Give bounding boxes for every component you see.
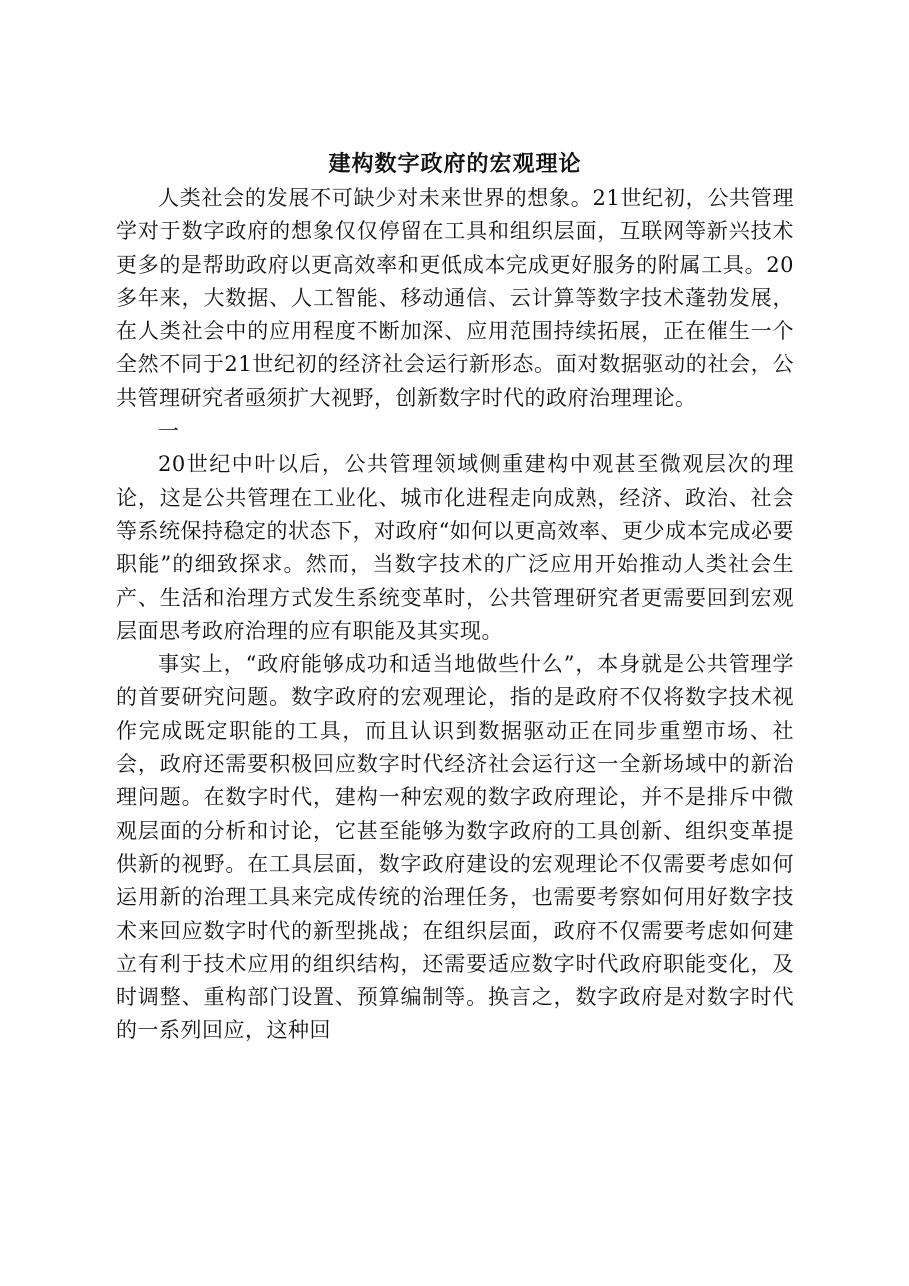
paragraph-second: 20世纪中叶以后，公共管理领域侧重建构中观甚至微观层次的理论，这是公共管理在工业化、城市化进程走向成熟，经济、政治、社会等系统保持稳定的状态下，对政府“如何以更高效率、更少成本完成必要职能”的细致探求。然而，当数字技术的广泛应用开始推动人类社会生产、生活和治理方式发生系统变革时，公共管理研究者更需要回到宏观层面思考政府治理的应有职能及其实现。 <box>116 452 794 643</box>
document-title: 建构数字政府的宏观理论 <box>328 151 582 177</box>
section-marker: 一 <box>158 419 179 444</box>
paragraph-intro: 人类社会的发展不可缺少对未来世界的想象。21世纪初，公共管理学对于数字政府的想象仅仅停留在工具和组织层面，互联网等新兴技术更多的是帮助政府以更高效率和更低成本完成更好服务的附属工具。20多年来，大数据、人工智能、移动通信、云计算等数字技术蓬勃发展，在人类社会中的应用程度不断加深、应用范围持续拓展，正在催生一个全然不同于21世纪初的经济社会运行新形态。面对数据驱动的社会，公共管理研究者亟须扩大视野，创新数字时代的政府治理理论。 <box>116 186 794 410</box>
paragraph-third: 事实上，“政府能够成功和适当地做些什么”，本身就是公共管理学的首要研究问题。数字政府的宏观理论，指的是政府不仅将数字技术视作完成既定职能的工具，而且认识到数据驱动正在同步重塑市场、社会，政府还需要积极回应数字时代经济社会运行这一全新场域中的新治理问题。在数字时代，建构一种宏观的数字政府理论，并不是排斥中微观层面的分析和讨论，它甚至能够为数字政府的工具创新、组织变革提供新的视野。在工具层面，数字政府建设的宏观理论不仅需要考虑如何运用新的治理工具来完成传统的治理任务，也需要考察如何用好数字技术来回应数字时代的新型挑战；在组织层面，政府不仅需要考虑如何建立有利于技术应用的组织结构，还需要适应数字时代政府职能变化，及时调整、重构部门设置、预算编制等。换言之，数字政府是对数字时代的一系列回应，这种回 <box>116 652 794 1043</box>
document-page <box>116 148 794 1048</box>
